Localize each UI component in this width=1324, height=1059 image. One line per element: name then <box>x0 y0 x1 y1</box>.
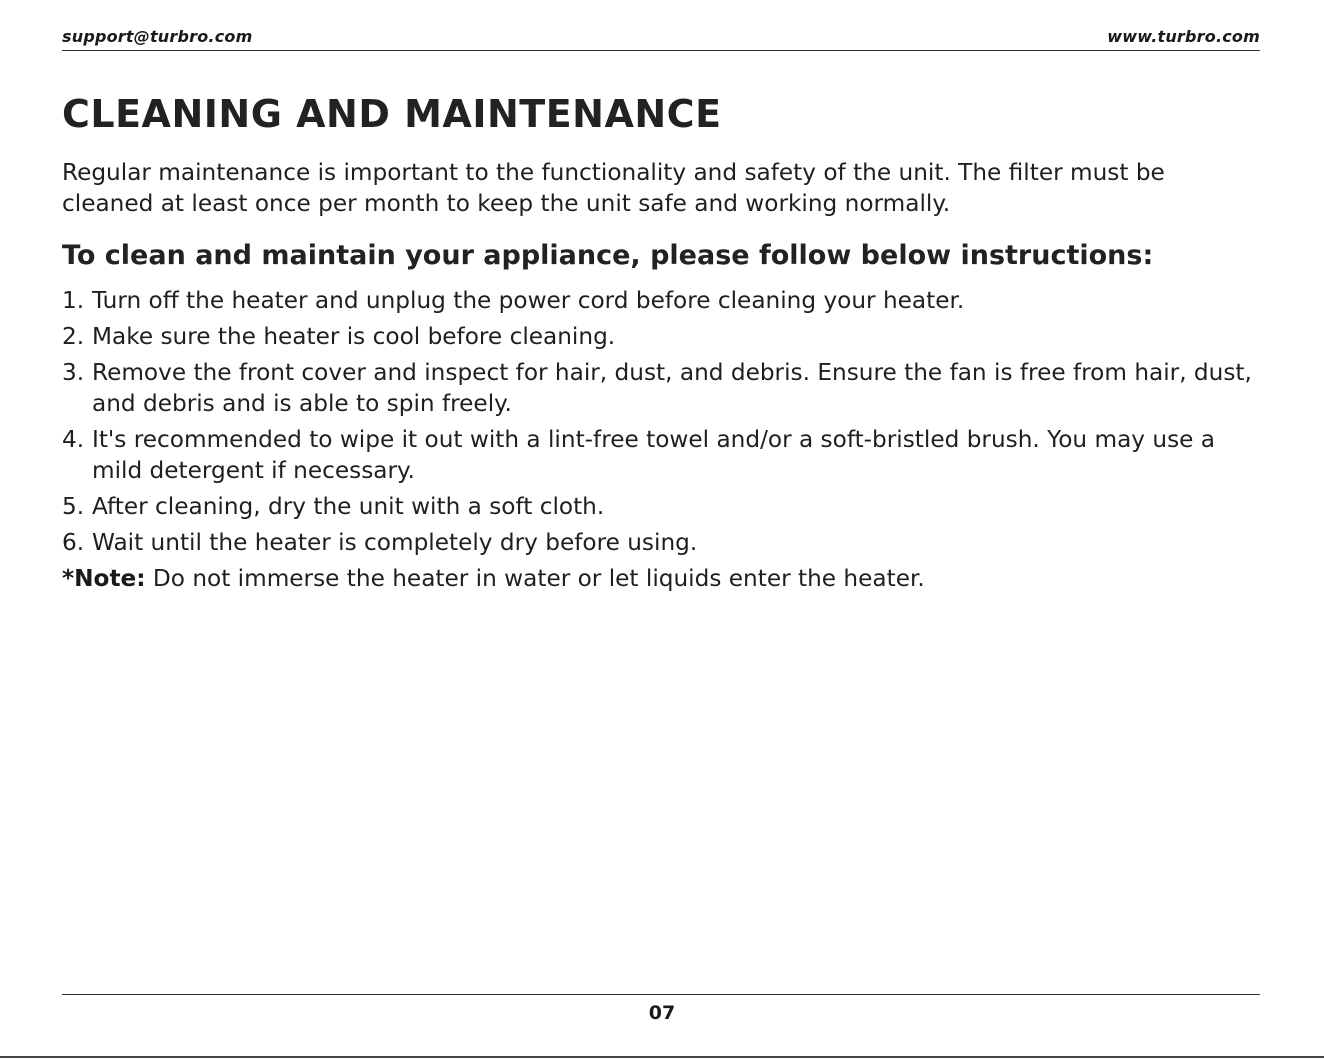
website-url: www.turbro.com <box>1107 27 1260 46</box>
step-number: 1. <box>62 287 85 314</box>
instruction-step-2 <box>62 321 1268 352</box>
step-text: Make sure the heater is cool before cleaning. <box>92 323 616 350</box>
step-text: Wait until the heater is completely dry before using. <box>92 529 698 556</box>
instruction-list <box>62 285 1268 563</box>
support-email: support@turbro.com <box>62 27 253 46</box>
intro-paragraph: Regular maintenance is important to the functionality and safety of the unit. The filter must be cleaned at least once per month to keep the unit safe and working normally. <box>62 159 1165 217</box>
step-text: Remove the front cover and inspect for hair, dust, and debris. Ensure the fan is free from hair, dust, and debris and is able to spin freely. <box>92 359 1252 417</box>
instruction-step-1 <box>62 285 1268 316</box>
instructions-heading: To clean and maintain your appliance, please follow below instructions: <box>62 240 1154 271</box>
step-number: 2. <box>62 323 85 350</box>
step-number: 3. <box>62 359 85 386</box>
note <box>62 563 925 594</box>
footer-divider <box>62 994 1260 995</box>
page-header <box>62 26 1260 51</box>
note-label: *Note: <box>62 565 146 592</box>
instruction-step-5 <box>62 491 1268 522</box>
instruction-step-6 <box>62 527 1268 558</box>
instruction-step-4 <box>62 424 1268 486</box>
step-number: 4. <box>62 426 85 453</box>
step-text: It's recommended to wipe it out with a lint-free towel and/or a soft-bristled brush. You may use a mild detergent if necessary. <box>92 426 1216 484</box>
step-number: 5. <box>62 493 85 520</box>
step-text: After cleaning, dry the unit with a soft cloth. <box>92 493 605 520</box>
instruction-step-3 <box>62 357 1268 419</box>
page-title: CLEANING AND MAINTENANCE <box>62 92 722 136</box>
step-number: 6. <box>62 529 85 556</box>
page-bottom-edge <box>0 1056 1324 1058</box>
note-text: Do not immerse the heater in water or let liquids enter the heater. <box>152 565 925 592</box>
step-text: Turn off the heater and unplug the power cord before cleaning your heater. <box>92 287 965 314</box>
page-number: 07 <box>648 1002 676 1024</box>
